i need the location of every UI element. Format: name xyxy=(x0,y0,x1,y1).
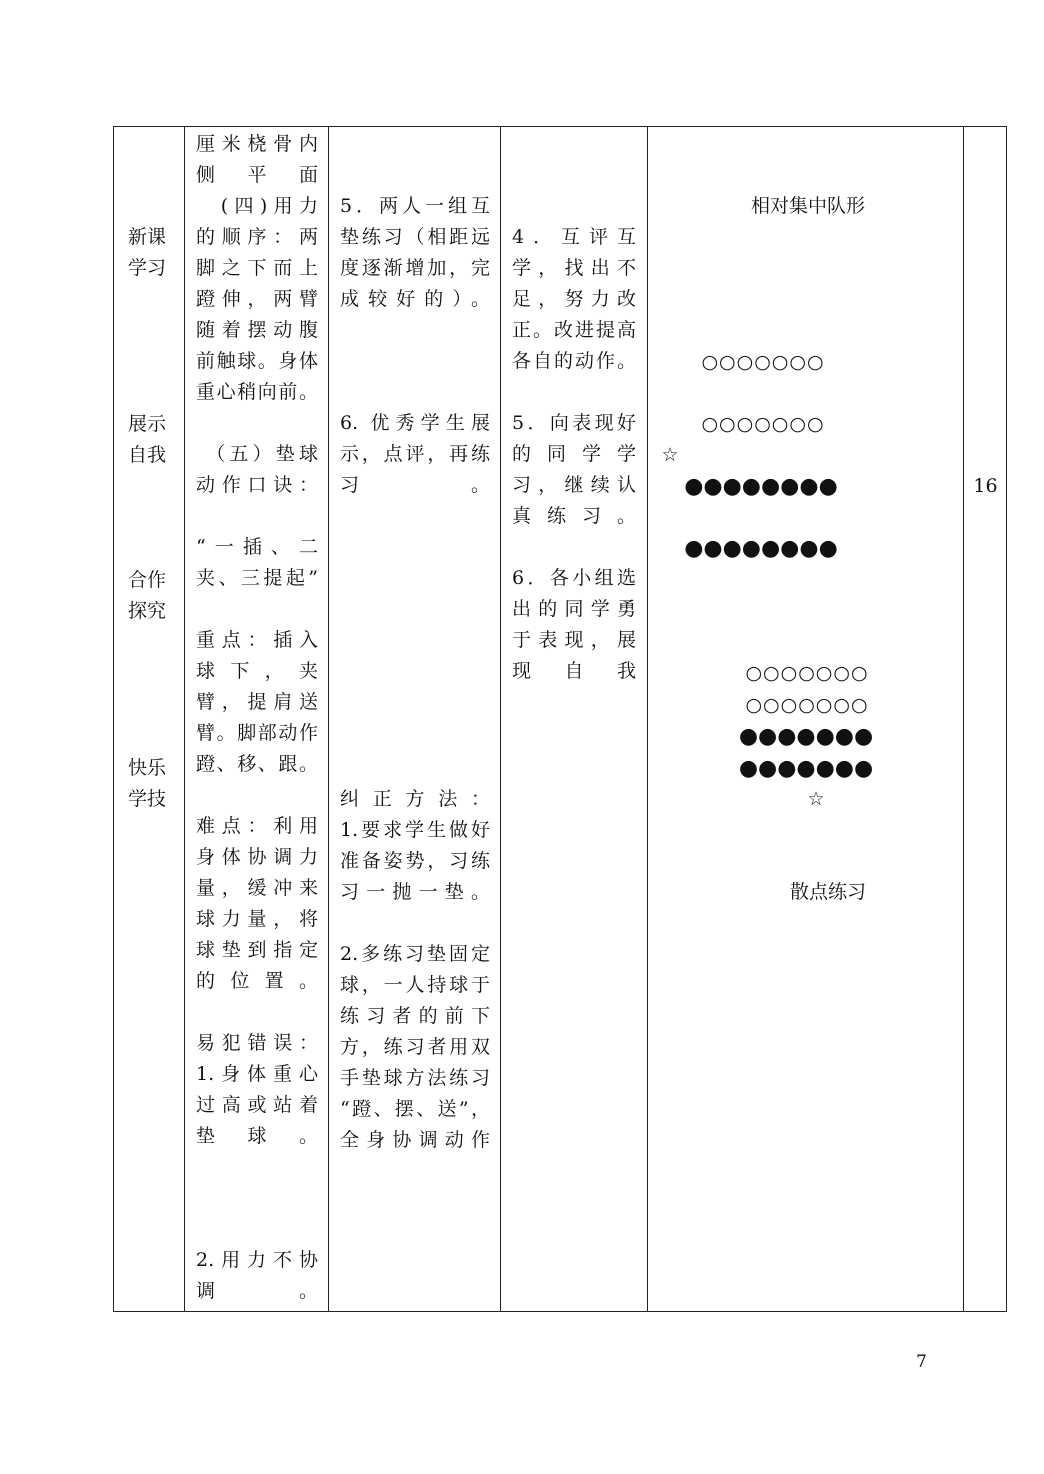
text-line: (四)用力 xyxy=(196,195,318,217)
text-line: “一插、二 xyxy=(196,536,318,558)
student-row-open: ○○○○○○○ xyxy=(745,694,869,716)
text-line xyxy=(512,532,636,563)
column-divider xyxy=(500,127,501,1311)
student-row-open: ○○○○○○○ xyxy=(701,351,825,373)
text-line: 度逐渐增加，完 xyxy=(340,257,490,279)
text-line: 的同学学 xyxy=(512,443,636,465)
text-line: 厘米桡骨内 xyxy=(196,133,318,155)
lesson-plan-table xyxy=(113,126,1007,1312)
student-activity-text xyxy=(512,222,636,687)
text-line xyxy=(512,377,636,408)
text-line: 蹬、移、跟。 xyxy=(196,753,318,775)
correction-method-text xyxy=(340,784,490,1156)
content-column xyxy=(196,127,318,1311)
student-activity-column xyxy=(512,127,636,1311)
text-line: 示，点评，再练 xyxy=(340,443,490,465)
content-text xyxy=(196,129,318,1307)
text-line: 习，继续认 xyxy=(512,474,636,496)
text-line: 夹、三提起” xyxy=(196,567,318,589)
column-divider xyxy=(328,127,329,1311)
time-minutes: 16 xyxy=(973,475,998,497)
stage-label: 快乐 xyxy=(127,757,166,779)
text-line: “蹬、摆、送”， xyxy=(340,1098,490,1120)
text-line: 球力量，将 xyxy=(196,908,318,930)
student-row-filled: ●●●●●●●● xyxy=(684,474,838,499)
teacher-activity-column xyxy=(340,127,490,1311)
text-line: 球，一人持球于 xyxy=(340,974,490,996)
text-line: 纠正方法： xyxy=(340,788,490,810)
text-line: 5．向表现好 xyxy=(512,412,636,434)
text-line: 前触球。身体 xyxy=(196,350,318,372)
formation-title-concentrated: 相对集中队形 xyxy=(750,195,865,217)
text-line: 1.要求学生做好 xyxy=(340,819,490,841)
text-line: 臂。脚部动作 xyxy=(196,722,318,744)
student-row-filled: ●●●●●●●● xyxy=(684,536,838,561)
stage-label: 自我 xyxy=(127,444,166,466)
text-line: 全身协调动作 xyxy=(340,1129,490,1151)
text-line: 垫练习（相距远 xyxy=(340,226,490,248)
text-line: 脚之下而上 xyxy=(196,257,318,279)
text-line: 易犯错误： xyxy=(196,1032,318,1054)
text-line: 垫球。 xyxy=(196,1125,318,1147)
formation-title-scattered: 散点练习 xyxy=(789,881,866,903)
text-line xyxy=(196,501,318,532)
text-line: 准备姿势，习练 xyxy=(340,850,490,872)
text-line: 2.用力不协 xyxy=(196,1249,318,1271)
text-line xyxy=(340,908,490,939)
formation-column xyxy=(648,127,963,1311)
stage-label: 展示 xyxy=(127,413,166,435)
stage-column xyxy=(114,127,184,1311)
text-line: 过高或站着 xyxy=(196,1094,318,1116)
stage-label: 学习 xyxy=(127,257,166,279)
text-line: 的位置。 xyxy=(196,970,318,992)
text-line: 学，找出不 xyxy=(512,257,636,279)
text-line: 习一抛一垫。 xyxy=(340,881,490,903)
stage-label: 探究 xyxy=(127,600,166,622)
text-line: 成较好的）。 xyxy=(340,288,490,310)
text-line: 6．各小组选 xyxy=(512,567,636,589)
text-line: 习。 xyxy=(340,474,490,496)
text-line xyxy=(340,346,490,377)
text-line: 真练习。 xyxy=(512,505,636,527)
text-line xyxy=(340,377,490,408)
text-line: 球下，夹 xyxy=(196,660,318,682)
text-line: （五）垫球 xyxy=(196,443,318,465)
page-number: 7 xyxy=(916,1352,927,1372)
text-line: 方，练习者用双 xyxy=(340,1036,490,1058)
text-line xyxy=(196,408,318,439)
student-row-open: ○○○○○○○ xyxy=(701,413,825,435)
teacher-star-icon: ☆ xyxy=(807,788,825,810)
text-line xyxy=(340,315,490,346)
text-line: 出的同学勇 xyxy=(512,598,636,620)
text-line: 量，缓冲来 xyxy=(196,877,318,899)
text-line: 重心稍向前。 xyxy=(196,381,318,403)
text-line: 4．互评互 xyxy=(512,226,636,248)
stage-label: 新课 xyxy=(127,226,166,248)
text-line: 6. 优秀学生展 xyxy=(340,412,490,434)
text-line: 动作口诀： xyxy=(196,474,318,496)
text-line: 重点：插入 xyxy=(196,629,318,651)
text-line: 1.身体重心 xyxy=(196,1063,318,1085)
text-line: 2.多练习垫固定 xyxy=(340,943,490,965)
text-line: 足，努力改 xyxy=(512,288,636,310)
column-divider xyxy=(184,127,185,1311)
time-column xyxy=(964,127,1007,1311)
text-line xyxy=(196,1152,318,1183)
text-line: 调。 xyxy=(196,1280,318,1302)
text-line: 各自的动作。 xyxy=(512,350,636,372)
text-line: 身体协调力 xyxy=(196,846,318,868)
text-line: 难点：利用 xyxy=(196,815,318,837)
stage-label: 学技 xyxy=(127,788,166,810)
text-line: 5．两人一组互 xyxy=(340,195,490,217)
student-row-filled: ●●●●●●● xyxy=(738,724,874,749)
text-line xyxy=(196,780,318,811)
text-line: 现自我 xyxy=(512,660,636,682)
text-line: 的顺序：两 xyxy=(196,226,318,248)
text-line: 蹬伸，两臂 xyxy=(196,288,318,310)
text-line: 球垫到指定 xyxy=(196,939,318,961)
stage-label: 合作 xyxy=(127,569,166,591)
teacher-star-icon: ☆ xyxy=(661,444,679,466)
student-row-filled: ●●●●●●● xyxy=(738,756,874,781)
teacher-activity-text xyxy=(340,191,490,501)
text-line: 手垫球方法练习 xyxy=(340,1067,490,1089)
text-line: 正。改进提高 xyxy=(512,319,636,341)
text-line xyxy=(196,997,318,1028)
text-line: 臂，提肩送 xyxy=(196,691,318,713)
text-line xyxy=(196,1214,318,1245)
text-line: 练习者的前下 xyxy=(340,1005,490,1027)
text-line: 于表现，展 xyxy=(512,629,636,651)
text-line: 随着摆动腹 xyxy=(196,319,318,341)
text-line xyxy=(196,1183,318,1214)
student-row-open: ○○○○○○○ xyxy=(745,662,869,684)
text-line: 侧平面 xyxy=(196,164,318,186)
text-line xyxy=(196,594,318,625)
